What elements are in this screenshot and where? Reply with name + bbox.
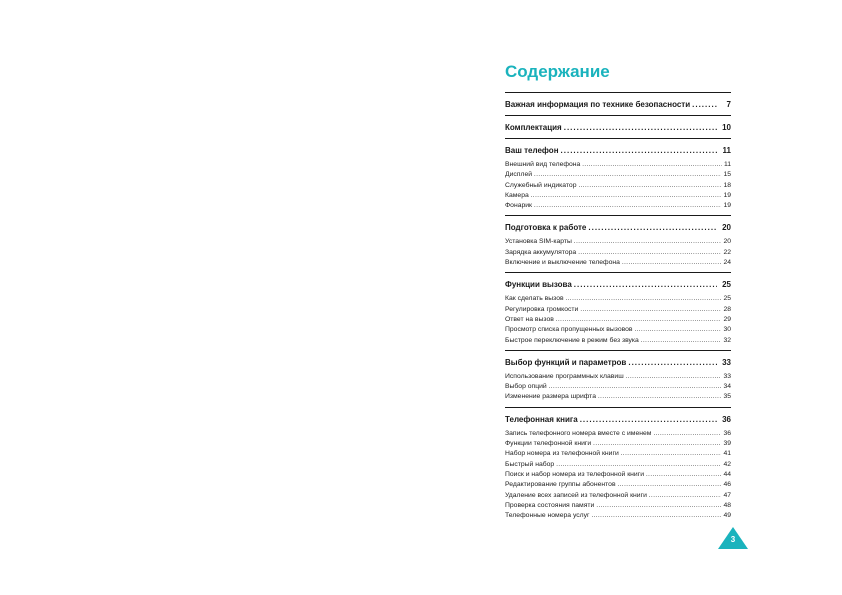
toc-section-page: 10 [722, 123, 731, 132]
dot-leader [646, 470, 721, 480]
toc-item-page: 36 [723, 429, 731, 437]
toc-item-list [505, 237, 731, 268]
toc-item-label: Установка SIM-карты [505, 238, 572, 246]
dot-leader [578, 181, 721, 191]
toc-item-page: 30 [723, 326, 731, 334]
dot-leader [578, 248, 721, 258]
toc-item-label: Изменение размера шрифта [505, 393, 596, 401]
toc-section-title: Комплектация [505, 123, 562, 132]
toc-item[interactable] [505, 460, 731, 470]
toc-item-label: Служебный индикатор [505, 181, 577, 189]
dot-leader [549, 382, 722, 392]
dot-leader [574, 237, 722, 247]
table-of-contents [505, 62, 731, 525]
toc-item-page: 32 [723, 336, 731, 344]
toc-section-heading[interactable] [505, 355, 731, 371]
dot-leader [588, 220, 717, 236]
toc-item-page: 25 [723, 295, 731, 303]
dot-leader [531, 191, 722, 201]
toc-item-label: Поиск и набор номера из телефонной книги [505, 470, 645, 478]
toc-item[interactable] [505, 258, 731, 268]
toc-item-label: Набор номера из телефонной книги [505, 450, 619, 458]
page-number: 3 [730, 535, 736, 544]
toc-item[interactable] [505, 170, 731, 180]
toc-section-heading[interactable] [505, 97, 731, 113]
toc-section-title: Подготовка к работе [505, 223, 587, 233]
toc-item[interactable] [505, 501, 731, 511]
toc-item-page: 44 [723, 470, 731, 478]
dot-leader [534, 201, 721, 211]
dot-leader [621, 449, 722, 459]
toc-item-list [505, 429, 731, 522]
dot-leader [556, 460, 721, 470]
toc-item-label: Быстрый набор [505, 460, 555, 468]
toc-item-label: Быстрое переключение в режим без звука [505, 336, 639, 344]
toc-section [505, 407, 731, 522]
toc-item-list [505, 372, 731, 403]
dot-leader [622, 258, 721, 268]
toc-item[interactable] [505, 429, 731, 439]
toc-item-page: 19 [723, 202, 731, 210]
toc-item-label: Как сделать вызов [505, 295, 564, 303]
toc-section [505, 92, 731, 113]
toc-item-label: Внешний вид телефона [505, 161, 581, 168]
dot-leader [596, 501, 721, 511]
toc-item-label: Зарядка аккумулятора [505, 248, 577, 256]
toc-item-page: 18 [723, 181, 731, 189]
dot-leader [561, 143, 717, 159]
toc-section [505, 138, 731, 211]
toc-section-page: 25 [722, 280, 731, 290]
toc-section-page: 7 [726, 100, 731, 109]
toc-item-label: Выбор опций [505, 383, 547, 391]
toc-item-page: 28 [723, 305, 731, 313]
toc-item-page: 47 [723, 491, 731, 499]
toc-item-page: 39 [723, 440, 731, 448]
toc-item[interactable] [505, 392, 731, 402]
dot-leader [641, 336, 722, 346]
toc-section-page: 33 [722, 357, 731, 367]
dot-leader [628, 355, 717, 371]
toc-item[interactable] [505, 160, 731, 170]
toc-item-page: 11 [723, 161, 731, 168]
toc-item-label: Проверка состояния памяти [505, 501, 595, 509]
dot-leader [556, 315, 722, 325]
toc-item[interactable] [505, 480, 731, 490]
toc-item[interactable] [505, 336, 731, 346]
toc-item[interactable] [505, 511, 731, 521]
dot-leader [618, 480, 722, 490]
toc-item[interactable] [505, 305, 731, 315]
toc-item-page: 24 [723, 259, 731, 267]
dot-leader [534, 170, 721, 180]
toc-section-page: 11 [722, 146, 731, 155]
dot-leader [653, 429, 721, 439]
toc-item-page: 33 [723, 372, 731, 380]
toc-item[interactable] [505, 191, 731, 201]
toc-item[interactable] [505, 237, 731, 247]
toc-title: Содержание [505, 62, 610, 81]
toc-item-label: Функции телефонной книги [505, 440, 592, 448]
toc-section [505, 350, 731, 403]
toc-item-page: 41 [723, 450, 731, 458]
toc-item-label: Ответ на вызов [505, 315, 554, 323]
toc-item[interactable] [505, 491, 731, 501]
toc-item-label: Регулировка громкости [505, 305, 579, 313]
toc-item-page: 35 [723, 393, 731, 401]
toc-item-list [505, 294, 731, 345]
toc-item-page: 48 [723, 501, 731, 509]
toc-item-page: 22 [723, 248, 731, 256]
toc-section-heading[interactable] [505, 220, 731, 236]
dot-leader [580, 412, 717, 428]
dot-leader [564, 120, 717, 136]
toc-item[interactable] [505, 382, 731, 392]
toc-section-heading[interactable] [505, 412, 731, 428]
toc-item-label: Дисплей [505, 171, 533, 179]
toc-item-page: 15 [723, 171, 731, 179]
toc-item-page: 29 [723, 315, 731, 323]
toc-section [505, 115, 731, 136]
toc-item[interactable] [505, 449, 731, 459]
toc-item[interactable] [505, 248, 731, 258]
toc-item-label: Использование программных клавиш [505, 372, 624, 380]
toc-item-page: 49 [723, 512, 731, 520]
dot-leader [649, 491, 722, 501]
dot-leader [692, 97, 717, 113]
toc-item[interactable] [505, 294, 731, 304]
toc-section [505, 272, 731, 345]
toc-item[interactable] [505, 372, 731, 382]
toc-item-label: Просмотр списка пропущенных вызовов [505, 326, 633, 334]
toc-item-label: Удаление всех записей из телефонной книги [505, 491, 647, 499]
toc-section-page: 36 [722, 414, 731, 424]
toc-item-page: 19 [723, 191, 731, 199]
dot-leader [593, 439, 721, 449]
toc-sections [505, 92, 731, 521]
toc-item-page: 46 [723, 481, 731, 489]
toc-section-title: Ваш телефон [505, 146, 559, 155]
toc-item-list [505, 160, 731, 211]
dot-leader [582, 160, 722, 170]
toc-item[interactable] [505, 470, 731, 480]
toc-section-title: Важная информация по технике безопасности [505, 100, 691, 109]
dot-leader [598, 392, 721, 402]
toc-item[interactable] [505, 181, 731, 191]
toc-section-page: 20 [722, 223, 731, 233]
toc-section-title: Телефонная книга [505, 414, 578, 424]
toc-item-page: 42 [723, 460, 731, 468]
toc-section-title: Функции вызова [505, 280, 572, 290]
toc-section-heading[interactable] [505, 143, 731, 159]
dot-leader [635, 325, 722, 335]
dot-leader [592, 511, 722, 521]
toc-section [505, 215, 731, 268]
dot-leader [626, 372, 722, 382]
toc-item[interactable] [505, 315, 731, 325]
toc-section-heading[interactable] [505, 120, 731, 136]
toc-item[interactable] [505, 325, 731, 335]
toc-section-heading[interactable] [505, 277, 731, 293]
toc-item-page: 34 [723, 383, 731, 391]
toc-item-label: Фонарик [505, 202, 533, 210]
toc-item-label: Включение и выключение телефона [505, 259, 620, 267]
toc-section-title: Выбор функций и параметров [505, 357, 627, 367]
dot-leader [566, 294, 722, 304]
toc-item-page: 20 [723, 238, 731, 246]
dot-leader [574, 277, 717, 293]
toc-item-label: Запись телефонного номера вместе с именем [505, 429, 652, 437]
toc-item-label: Телефонные номера услуг [505, 512, 590, 520]
toc-item[interactable] [505, 201, 731, 211]
toc-item-label: Редактирование группы абонентов [505, 481, 616, 489]
toc-item-label: Камера [505, 191, 529, 199]
dot-leader [580, 305, 721, 315]
toc-item[interactable] [505, 439, 731, 449]
